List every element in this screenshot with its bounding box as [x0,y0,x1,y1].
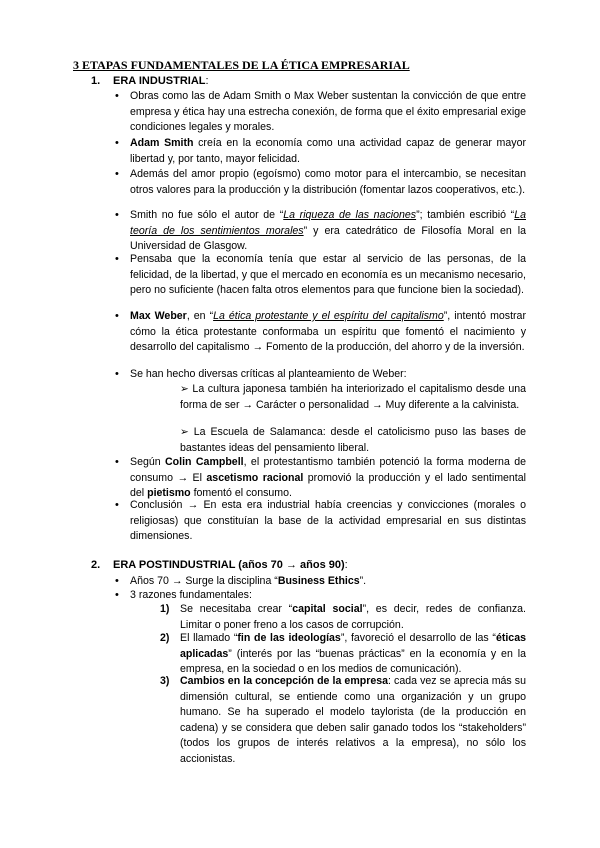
bold-term: Business Ethics [277,575,360,587]
reason-text: El llamado “ [180,632,238,644]
reason-text: : cada vez se aprecia más su dimensión cultural, se entiende como una organización y un grupo humano. Se ha superado el modelo taylorista (de la producción en cadena) y se considera que deben salir ganado todos los “stakeholders” (todos los grupos de interés relativos a la empresa), no sólo los accionistas. [180,675,526,765]
bullet-text: fomentó el consumo. [190,487,292,500]
reason-text: ”, favoreció el desarrollo de las “ [340,632,496,644]
section-title: ERA POSTINDUSTRIAL (años 70 → años 90) [113,559,345,571]
bullet-colin-campbell [130,455,526,502]
bullet-adam-smith [130,136,526,167]
bold-term: pietismo [147,487,191,500]
section-colon: : [205,75,209,87]
reason-fin-ideologias [160,631,526,678]
reason-number: 2) [160,632,170,644]
reason-text: ” (interés por las “buenas prácticas” en la economía y en la empresa, en la sociedad o en los medios de comunicación). [180,647,526,676]
section-title: ERA INDUSTRIAL [113,75,206,87]
bullet-text: , el protestantismo también potenció la forma moderna de consumo → El [130,456,527,484]
bold-term: fin de las ideologías [237,632,341,644]
bullet-text: Años 70 → Surge la disciplina “ [130,575,278,587]
bold-term: Cambios en la concepción de la empresa [180,675,389,687]
bullet-conclusion: • Conclusión → En esta era industrial había creencias y convicciones (morales o religiosas) que constituían la base de la actividad empresarial en sus distintas dimensiones. [130,498,526,545]
bold-term: Adam Smith [130,137,194,149]
bullet-criticas: • Se han hecho diversas críticas al planteamiento de Weber: [130,367,526,383]
bullet-text: ”. [359,575,367,587]
bullet-obras: • Obras como las de Adam Smith o Max Weber sustentan la convicción de que entre empresa y ética hay una estrecha conexión, de forma que el éxito empresarial exige condiciones legales y morales. [130,89,526,136]
book-title: La riqueza de las naciones [283,209,417,221]
reason-text: Se necesitaba crear “ [180,603,293,615]
sub-item-cultura-japonesa: ➢ La cultura japonesa también ha interiorizado el capitalismo desde una forma de ser → Carácter o personalidad → Muy diferente a la calvinista. [180,383,526,411]
bold-term: éticas aplicadas [180,632,526,660]
bullet-amor-propio: • Además del amor propio (egoísmo) como motor para el intercambio, se necesitan otros valores para la producción y la distribución (fomentar lazos cooperativos, etc.). [130,167,526,198]
book-title: La ética protestante y el espíritu del capitalismo [213,310,444,322]
book-title: La teoría de los sentimientos morales [130,209,526,237]
reason-capital-social [160,602,526,633]
reason-text: ”, es decir, redes de confianza. Limitar o poner freno a los casos de corrupción. [180,603,526,631]
bold-term: ascetismo racional [206,471,304,484]
section-number: 1. [91,75,101,87]
reason-number: 3) [160,675,170,687]
bullet-3-razones: • 3 razones fundamentales: [130,588,526,604]
bullet-text: Smith no fue sólo el autor de “ [130,209,284,221]
bold-term: Max Weber [130,310,187,322]
bullet-text: ” y era catedrático de Filosofía Moral en la Universidad de Glasgow. [130,224,526,253]
bullet-text: ”, intentó mostrar cómo la ética protestante conformaba un espíritu que fomentó el nacimiento y desarrollo del capitalismo → Fomento de la producción, del ahorro y de la inversión. [130,310,526,354]
bullet-text: , en “ [186,310,214,322]
bold-term: capital social [292,603,363,615]
document-title: 3 ETAPAS FUNDAMENTALES DE LA ÉTICA EMPRESARIAL [73,58,410,72]
section-heading-era-postindustrial [91,559,348,571]
bullet-text: Según [130,456,166,468]
bullet-text: promovió la producción y el lado sentimental del [130,471,526,500]
bullet-text: creía en la economía como una actividad capaz de generar mayor libertad y, por tanto, mayor felicidad. [130,137,526,165]
sub-item-escuela-salamanca: ➢ La Escuela de Salamanca: desde el catolicismo puso las bases de bastantes ideas del pensamiento liberal. [180,426,526,454]
section-number: 2. [91,559,101,571]
bullet-economia: • Pensaba que la economía tenía que estar al servicio de las personas, de la felicidad, de la libertad, y que el mercado en economía es un mecanismo necesario, pero no suficiente (hacen falta otros elementos para que funcione bien la sociedad). [130,252,526,299]
bullet-max-weber [130,309,526,356]
bullet-smith-autor [130,208,526,255]
section-heading-era-industrial [91,75,209,87]
section-colon: : [344,559,348,571]
bullet-text: ”; también escribió “ [416,209,515,221]
reason-cambios-empresa [160,674,526,768]
reason-number: 1) [160,603,170,615]
bold-term: Colin Campbell [165,456,244,468]
